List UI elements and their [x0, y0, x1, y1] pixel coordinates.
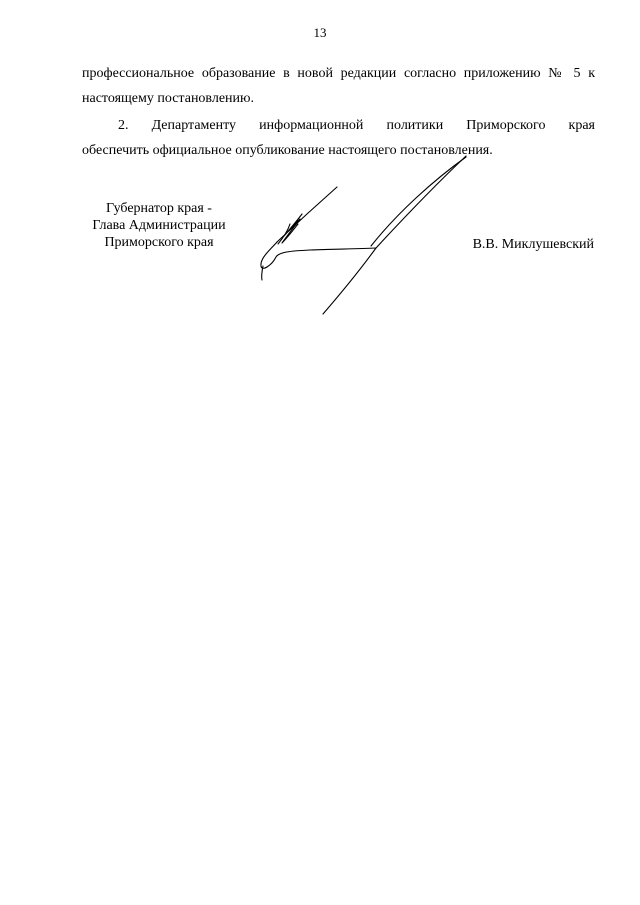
paragraph-line: обеспечить официальное опубликование настоящего постановления. [82, 143, 493, 158]
paragraph-continuation [82, 61, 595, 111]
signer-name: В.В. Миклушевский [472, 237, 594, 252]
paragraph-item-2 [82, 113, 595, 163]
paragraph-line: 2. Департаменту информационной политики Приморского края [118, 118, 595, 133]
paragraph-line: профессиональное образование в новой редакции согласно приложению № 5 к [82, 66, 595, 81]
signer-title [78, 200, 240, 251]
paragraph-line: настоящему постановлению. [82, 91, 254, 106]
page-number: 13 [313, 25, 327, 40]
signer-title-line: Губернатор края - [106, 201, 212, 216]
signer-title-line: Глава Администрации [92, 218, 226, 233]
signer-title-line: Приморского края [104, 235, 214, 250]
